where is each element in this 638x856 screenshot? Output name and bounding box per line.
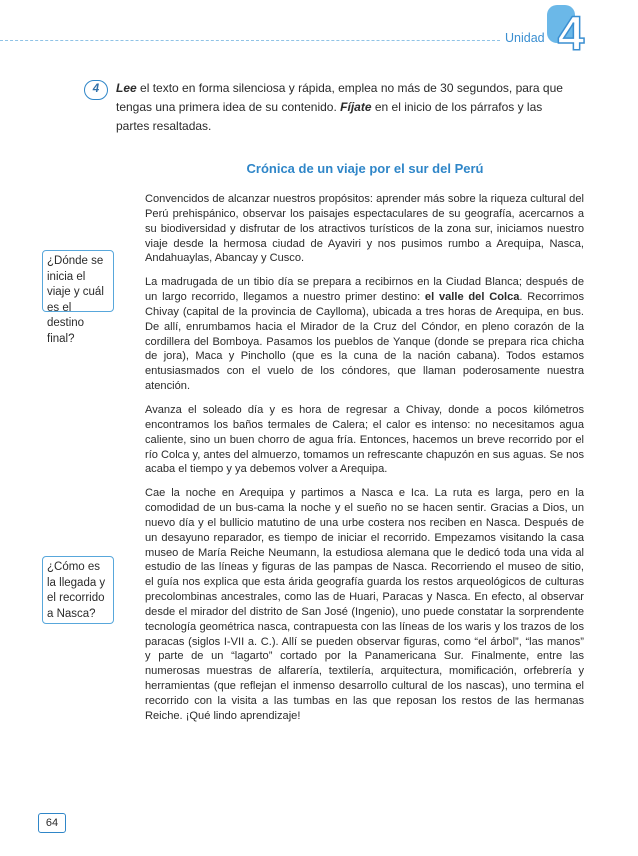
article-body <box>145 192 584 733</box>
instruction-text-part2: en el inicio de los párrafos y las partes resaltadas. <box>116 100 543 133</box>
activity-number-badge: 4 <box>84 80 108 100</box>
instruction-bold-notice: Fíjate <box>340 100 372 114</box>
paragraph-2-part-a: La madrugada de un tibio día se prepara a recibirnos en la Ciudad Blanca; después de un largo recorrido, llegamos a nuestro primer destino: <box>145 276 584 304</box>
paragraph-2 <box>145 275 584 394</box>
paragraph-3: Avanza el soleado día y es hora de regresar a Chivay, donde a pocos kilómetros encontramos los baños termales de Calera; el calor es intenso: no necesitamos agua caliente, sino un buen chorro de agua fría. Entonces, hacemos un breve recorrido por el río Colca y, antes del almuerzo, tomamos un refrescante chapuzón en sus aguas. Se nos acaba el tiempo y ya debemos volver a Arequipa. <box>145 403 584 476</box>
unit-label: Unidad <box>505 31 545 45</box>
instruction-text <box>116 79 576 136</box>
paragraph-1: Convencidos de alcanzar nuestros propósitos: aprender más sobre la riqueza cultural del Perú prehispánico, observar los paisajes espectaculares de su geografía, acercarnos a su biodiversidad y disfrutar de los atractivos turísticos de la zona sur, iniciamos nuestro viaje desde la hermosa ciudad de Ayaviri y nos pusimos rumbo a Arequipa, Nasca, Andahuaylas, Abancay y Cusco. <box>145 193 584 265</box>
side-question-nasca: ¿Cómo es la llegada y el recorrido a Nasca? <box>42 556 114 624</box>
page-number: 64 <box>38 813 66 833</box>
paragraph-2-highlight: el valle del Colca <box>424 291 520 304</box>
unit-number: 4 <box>557 8 585 60</box>
unit-number-graphic <box>546 4 592 60</box>
paragraph-2-part-c: . Recorrimos Chivay (capital de la provincia de Caylloma), ubicada a tres horas de Arequipa, en bus. De allí, enrumbamos hacia el Mirador de la Cruz del Cóndor, en pleno corazón de la cordillera del Bomboya. Pasamos los pueblos de Yanque (donde se prepara rica chicha de jora), Maca y Pinchollo (que es la cuna de la nación cabana). Todos estamos entusiasmados con el vuelo de los cóndores, que llaman poderosamente nuestra atención. <box>145 291 584 393</box>
header-dashed-line <box>0 40 500 41</box>
article-title: Crónica de un viaje por el sur del Perú <box>246 161 484 176</box>
paragraph-4: Cae la noche en Arequipa y partimos a Nasca e Ica. La ruta es larga, pero en la comodidad de un bus-cama la noche y el sueño no se hacen sentir. Gracias a Dios, un nuevo día y el bullicio matutino de una urbe costera nos reciben en Nasca. Después de un desayuno reparador, es tiempo de iniciar el recorrido. Empezamos visitando la casa museo de María Reiche Neumann, la estudiosa alemana que le dedicó toda una vida al estudio de las líneas y figuras de las pampas de Nasca. Recorriendo el museo de sitio, el guía nos explica que esta árida geografía guarda los restos arqueológicos de culturas precolombinas ancestrales, como las de Huari, Paracas y Nasca. En efecto, al observar desde el mirador del distrito de San José (Ingenio), uno puede constatar la sorprendente tecnología geométrica nasca, contrapuesta con las líneas de los waris y los trazos de los paracas (siglos I-VII a. C.). Allí se pueden observar figuras, como “el árbol”, “las manos” y parte de un “lagarto” cortado por la Panamericana Sur. Finalmente, entre las numerosas muestras de alfarería, textilería, arquitectura, momificación, orfebrería y herramientas (que reflejan el inmenso desarrollo cultural de los nascas), uno termina el recorrido con la visita a las tumbas en las que reposan los restos de las hermanas Reiche. ¡Qué lindo aprendizaje! <box>145 487 584 722</box>
instruction-bold-read: Lee <box>116 81 137 95</box>
side-question-start-end: ¿Dónde se inicia el viaje y cuál es el destino final? <box>42 250 114 312</box>
unit-number-badge <box>546 4 592 60</box>
instruction-text-part1: el texto en forma silenciosa y rápida, emplea no más de 30 segundos, para que tengas una primera idea de su contenido. <box>116 81 563 114</box>
